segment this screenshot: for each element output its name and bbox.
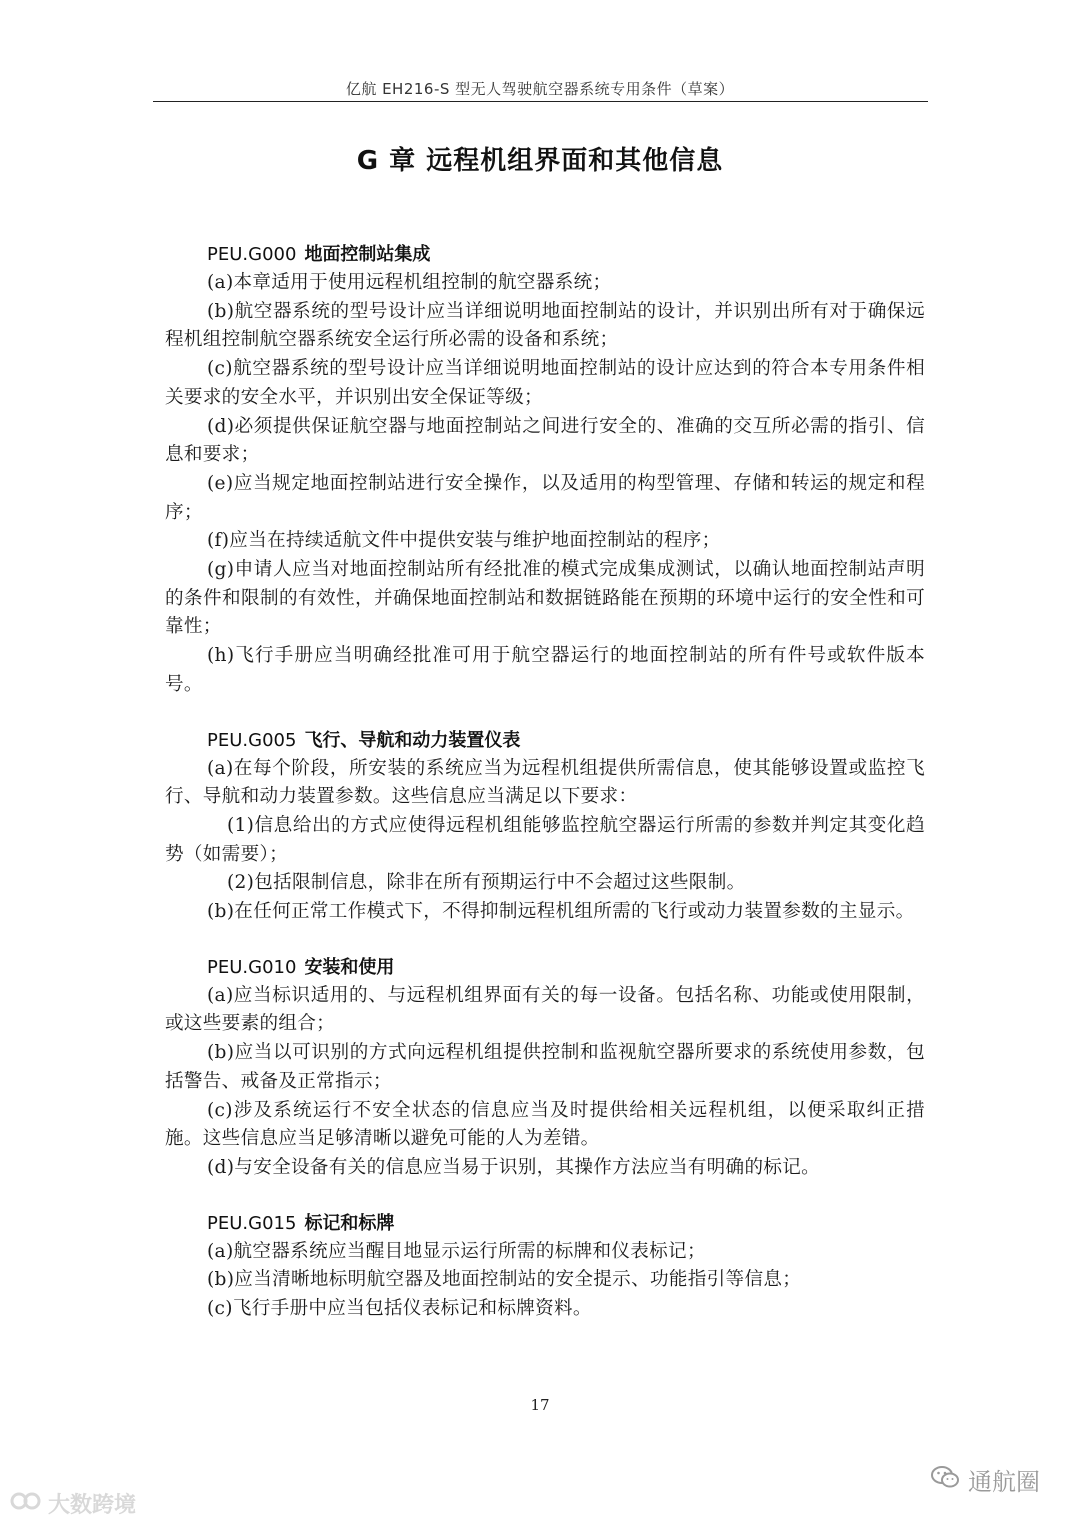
- paragraph: (g)申请人应当对地面控制站所有经批准的模式完成集成测试，以确认地面控制站声明的条件和限制的有效性，并确保地面控制站和数据链路能在预期的环境中运行的安全性和可靠性；: [165, 559, 925, 638]
- section-code: PEU.G015: [207, 1212, 297, 1234]
- paragraph: (b)航空器系统的型号设计应当详细说明地面控制站的设计，并识别出所有对于确保远程机组控制航空器系统安全运行所必需的设备和系统；: [165, 300, 925, 351]
- paragraph: (a)航空器系统应当醒目地显示运行所需的标牌和仪表标记；: [207, 1240, 706, 1262]
- document-body: [165, 240, 925, 1350]
- paragraph: (a)本章适用于使用远程机组控制的航空器系统；: [207, 272, 612, 293]
- paragraph: (e)应当规定地面控制站进行安全操作，以及适用的构型管理、存储和转运的规定和程序；: [165, 472, 925, 523]
- paragraph: (c)飞行手册中应当包括仪表标记和标牌资料。: [207, 1298, 592, 1320]
- section-g015: [165, 1209, 925, 1324]
- paragraph: (c)航空器系统的型号设计应当详细说明地面控制站的设计应达到的符合本专用条件相关要求的安全水平，并识别出安全保证等级；: [165, 358, 925, 408]
- section-g005: [165, 726, 925, 927]
- section-heading: [207, 240, 925, 269]
- paragraph: (a)应当标识适用的、与远程机组界面有关的每一设备。包括名称、功能或使用限制，或这些要素的组合；: [165, 984, 925, 1035]
- paragraph: (b)在任何正常工作模式下，不得抑制远程机组所需的飞行或动力装置参数的主显示。: [207, 901, 915, 923]
- watermark-logo-icon: [10, 1490, 44, 1518]
- section-title: 地面控制站集成: [304, 244, 431, 265]
- section-heading: [207, 1209, 925, 1238]
- paragraph: (h)飞行手册应当明确经批准可用于航空器运行的地面控制站的所有件号或软件版本号。: [165, 645, 925, 695]
- watermark-left: [10, 1488, 136, 1519]
- paragraph: (b)应当清晰地标明航空器及地面控制站的安全提示、功能指引等信息；: [207, 1269, 802, 1291]
- watermark-right: [930, 1462, 1040, 1497]
- paragraph: (a)在每个阶段，所安装的系统应当为远程机组提供所需信息，使其能够设置或监控飞行、导航和动力装置参数。这些信息应当满足以下要求：: [165, 757, 925, 808]
- paragraph: (f)应当在持续适航文件中提供安装与维护地面控制站的程序；: [207, 530, 721, 552]
- sub-paragraph: (1)信息给出的方式应使得远程机组能够监控航空器运行所需的参数并判定其变化趋势（如需要）；: [165, 814, 925, 865]
- section-title: 安装和使用: [304, 956, 395, 978]
- paragraph: (b)应当以可识别的方式向远程机组提供控制和监视航空器所要求的系统使用参数，包括警告、戒备及正常指示；: [165, 1042, 925, 1092]
- paragraph: (d)与安全设备有关的信息应当易于识别，其操作方法应当有明确的标记。: [207, 1156, 821, 1178]
- section-code: PEU.G005: [207, 729, 297, 751]
- header-divider: [153, 101, 928, 102]
- watermark-right-text: 通航圈: [968, 1468, 1040, 1496]
- paragraph: (c)涉及系统运行不安全状态的信息应当及时提供给相关远程机组，以便采取纠正措施。这些信息应当足够清晰以避免可能的人为差错。: [165, 1099, 925, 1150]
- watermark-left-text: 大数跨境: [48, 1493, 137, 1518]
- section-heading: [207, 953, 925, 982]
- section-code: PEU.G010: [207, 956, 297, 978]
- running-header: 亿航 EH216-S 型无人驾驶航空器系统专用条件（草案）: [345, 80, 735, 98]
- sub-paragraph: (2)包括限制信息，除非在所有预期运行中不会超过这些限制。: [227, 872, 746, 894]
- wechat-icon: [930, 1464, 960, 1496]
- section-code: PEU.G000: [207, 244, 297, 265]
- section-heading: [207, 726, 925, 755]
- paragraph: (d)必须提供保证航空器与地面控制站之间进行安全的、准确的交互所必需的指引、信息和要求；: [165, 415, 925, 466]
- page-number: 17: [530, 1396, 550, 1414]
- section-title: 标记和标牌: [304, 1212, 395, 1234]
- section-g000: [165, 240, 925, 700]
- section-g010: [165, 953, 925, 1183]
- page-title: G 章 远程机组界面和其他信息: [356, 146, 724, 176]
- section-title: 飞行、导航和动力装置仪表: [304, 729, 521, 751]
